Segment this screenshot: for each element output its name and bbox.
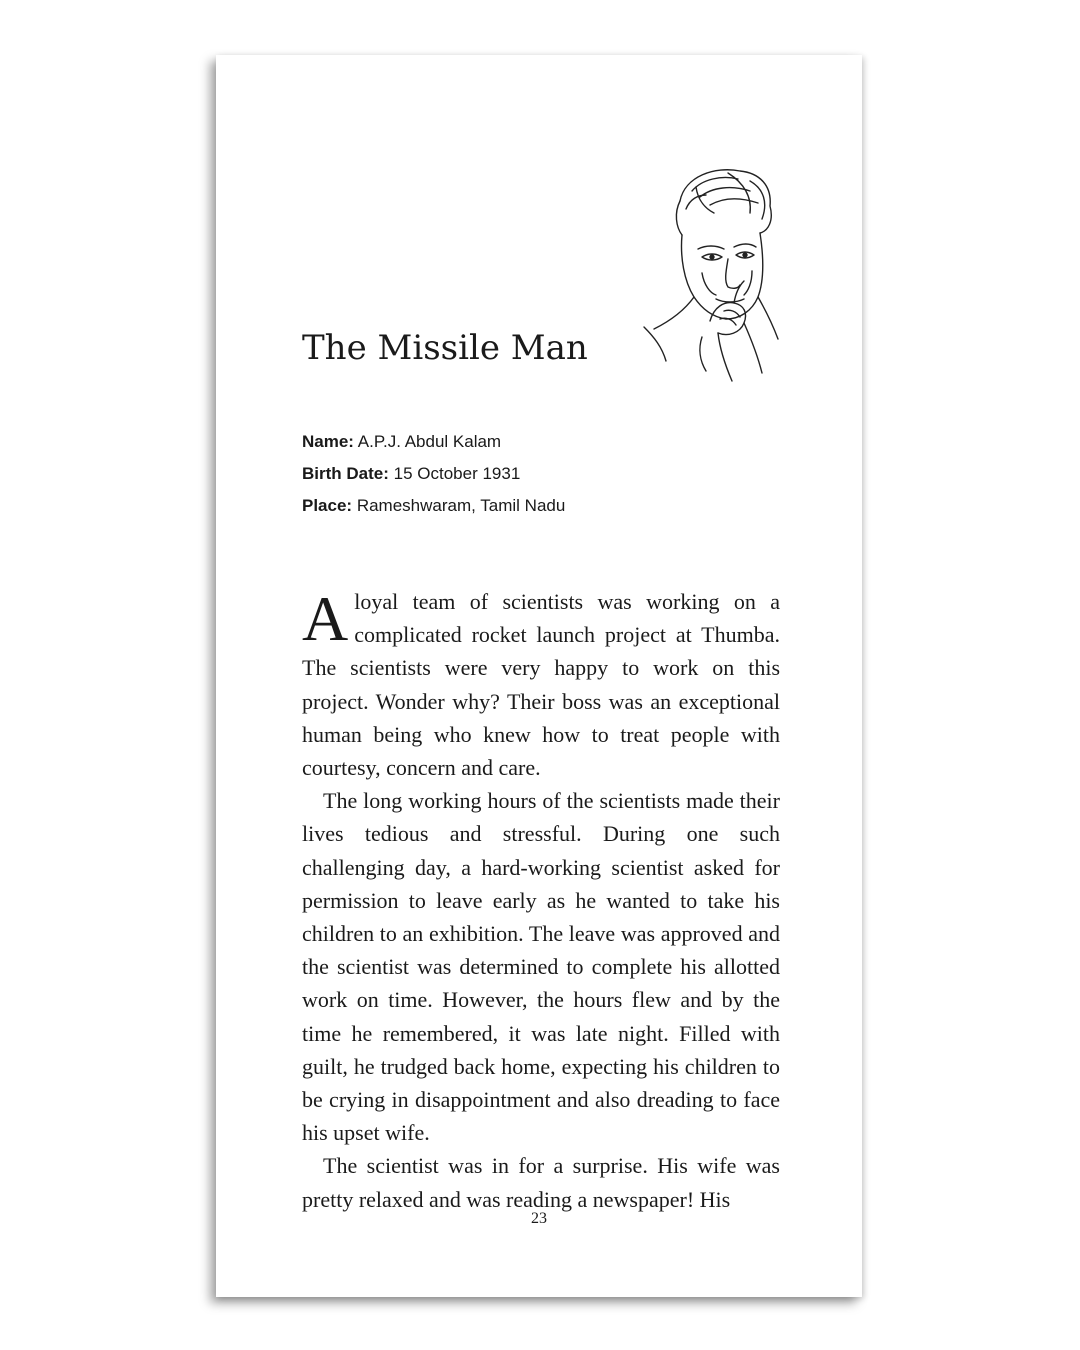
book-page xyxy=(216,55,862,1297)
fact-name-label: Name: xyxy=(302,432,354,451)
fact-name-value: A.P.J. Abdul Kalam xyxy=(357,432,502,451)
fact-place xyxy=(302,490,565,522)
fact-birth-date xyxy=(302,458,565,490)
page-title: The Missile Man xyxy=(302,328,588,368)
fact-place-label: Place: xyxy=(302,496,353,515)
fact-birth-date-label: Birth Date: xyxy=(302,464,389,483)
portrait-sketch-icon xyxy=(640,161,782,416)
page-number: 23 xyxy=(531,1210,547,1227)
paragraph-2: The long working hours of the scientists made their lives tedious and stressful. During one such challenging day, a hard-working scientist asked for permission to leave early as he wanted to take his children to an exhibition. The leave was approved and the scientist was determined to complete his allotted work on time. However, the hours flew and by the time he remembered, it was late night. Filled with guilt, he trudged back home, expecting his children to be crying in disappointment and also dreading to face his upset wife. xyxy=(302,788,780,1146)
paragraph-1-text: loyal team of scientists was working on a complicated rocket launch project at Thumba. The scientists were very happy to work on this project. Wonder why? Their boss was an exceptional human being who knew how to treat people with courtesy, concern and care. xyxy=(302,589,780,781)
paragraph-1 xyxy=(302,585,780,784)
fact-birth-date-value: 15 October 1931 xyxy=(393,464,521,483)
paragraph-3: The scientist was in for a surprise. His wife was pretty relaxed and was reading a newspaper! His xyxy=(302,1153,780,1212)
fact-place-value: Rameshwaram, Tamil Nadu xyxy=(356,496,566,515)
fact-name xyxy=(302,426,565,458)
biography-facts xyxy=(302,426,565,522)
story-text xyxy=(302,585,780,1216)
drop-cap: A xyxy=(302,583,349,654)
